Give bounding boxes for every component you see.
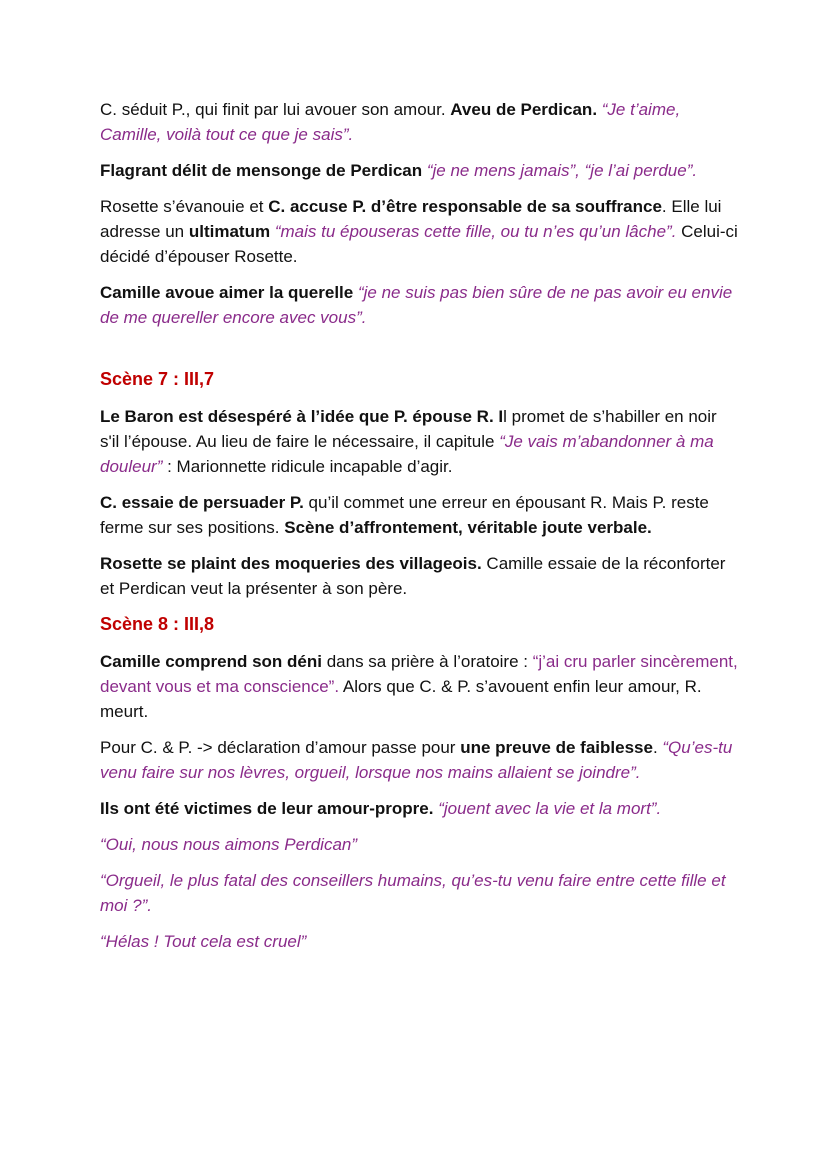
quote-text: “Hélas ! Tout cela est cruel” — [100, 932, 307, 951]
quote-text: “Je t’aime, Camille, voilà tout ce que je sais”. — [100, 100, 681, 144]
body-text: Celui-ci décidé d’épouser Rosette. — [100, 222, 738, 266]
bold-text: Camille comprend son déni — [100, 652, 322, 671]
quote-text: “Je vais m’abandonner à ma douleur” — [100, 432, 714, 476]
body-text: C. séduit P., qui finit par lui avouer son amour. — [100, 100, 451, 119]
body-text: : Marionnette ridicule incapable d’agir. — [162, 457, 453, 476]
bold-text: C. accuse P. d’être responsable de sa souffrance — [268, 197, 662, 216]
quote-line — [100, 868, 740, 918]
paragraph — [100, 194, 740, 269]
scene-8-section — [100, 612, 740, 954]
quote-text: “je ne suis pas bien sûre de ne pas avoir eu envie de me quereller encore avec vous”. — [100, 283, 733, 327]
spacer — [100, 341, 740, 367]
quote-text: “Qu’es-tu venu faire sur nos lèvres, orgueil, lorsque nos mains allaient se joindre”. — [100, 738, 733, 782]
scene-7-section — [100, 367, 740, 601]
quote-text: “j’ai cru parler sincèrement, devant vous et ma conscience”. — [100, 652, 738, 696]
bold-text: Le Baron est désespéré à l’idée que P. épouse R. I — [100, 407, 504, 426]
bold-text: Flagrant délit de mensonge de Perdican — [100, 161, 427, 180]
body-text: dans sa prière à l’oratoire : — [322, 652, 533, 671]
quote-text: “je ne mens jamais”, “je l’ai perdue”. — [426, 161, 698, 180]
paragraph — [100, 97, 740, 147]
bold-text: Scène d’affrontement, véritable joute verbale. — [284, 518, 652, 537]
body-text: . — [652, 738, 663, 757]
quote-text: “Oui, nous nous aimons Perdican” — [100, 835, 358, 854]
body-text: Alors que C. & P. s’avouent enfin leur amour, R. meurt. — [100, 677, 702, 721]
scene-7-heading: Scène 7 : III,7 — [100, 369, 215, 389]
quote-line — [100, 929, 740, 954]
paragraph — [100, 796, 740, 821]
body-text: Camille essaie de la réconforter et Perdican veut la présenter à son père. — [100, 554, 726, 598]
quote-text: “Orgueil, le plus fatal des conseillers humains, qu’es-tu venu faire entre cette fille et moi ?”. — [100, 871, 726, 915]
bold-text: Camille avoue aimer la querelle — [100, 283, 358, 302]
scene-8-heading: Scène 8 : III,8 — [100, 614, 215, 634]
body-text: . Elle lui adresse un — [100, 197, 722, 241]
paragraph — [100, 158, 740, 183]
quote-line — [100, 832, 740, 857]
paragraph — [100, 404, 740, 479]
body-text: qu’il commet une erreur en épousant R. Mais P. reste ferme sur ses positions. — [100, 493, 709, 537]
bold-text: Aveu de Perdican. — [450, 100, 602, 119]
body-text: Pour C. & P. -> déclaration d’amour passe pour — [100, 738, 461, 757]
quote-text: “jouent avec la vie et la mort”. — [438, 799, 662, 818]
body-text: Rosette s’évanouie et — [100, 197, 269, 216]
bold-text: Rosette se plaint des moqueries des villageois. — [100, 554, 482, 573]
bold-text: Ils ont été victimes de leur amour-propre. — [100, 799, 439, 818]
paragraph — [100, 649, 740, 724]
bold-text: C. essaie de persuader P. — [100, 493, 304, 512]
quote-text: “mais tu épouseras cette fille, ou tu n’es qu’un lâche”. — [274, 222, 677, 241]
body-text: l promet de s’habiller en noir s'il l’épouse. Au lieu de faire le nécessaire, il capitule — [100, 407, 717, 451]
bold-text: une preuve de faiblesse — [460, 738, 653, 757]
paragraph — [100, 490, 740, 540]
paragraph — [100, 735, 740, 785]
document-page — [100, 97, 740, 965]
paragraph — [100, 280, 740, 330]
bold-text: ultimatum — [188, 222, 271, 241]
intro-section — [100, 97, 740, 330]
paragraph — [100, 551, 740, 601]
